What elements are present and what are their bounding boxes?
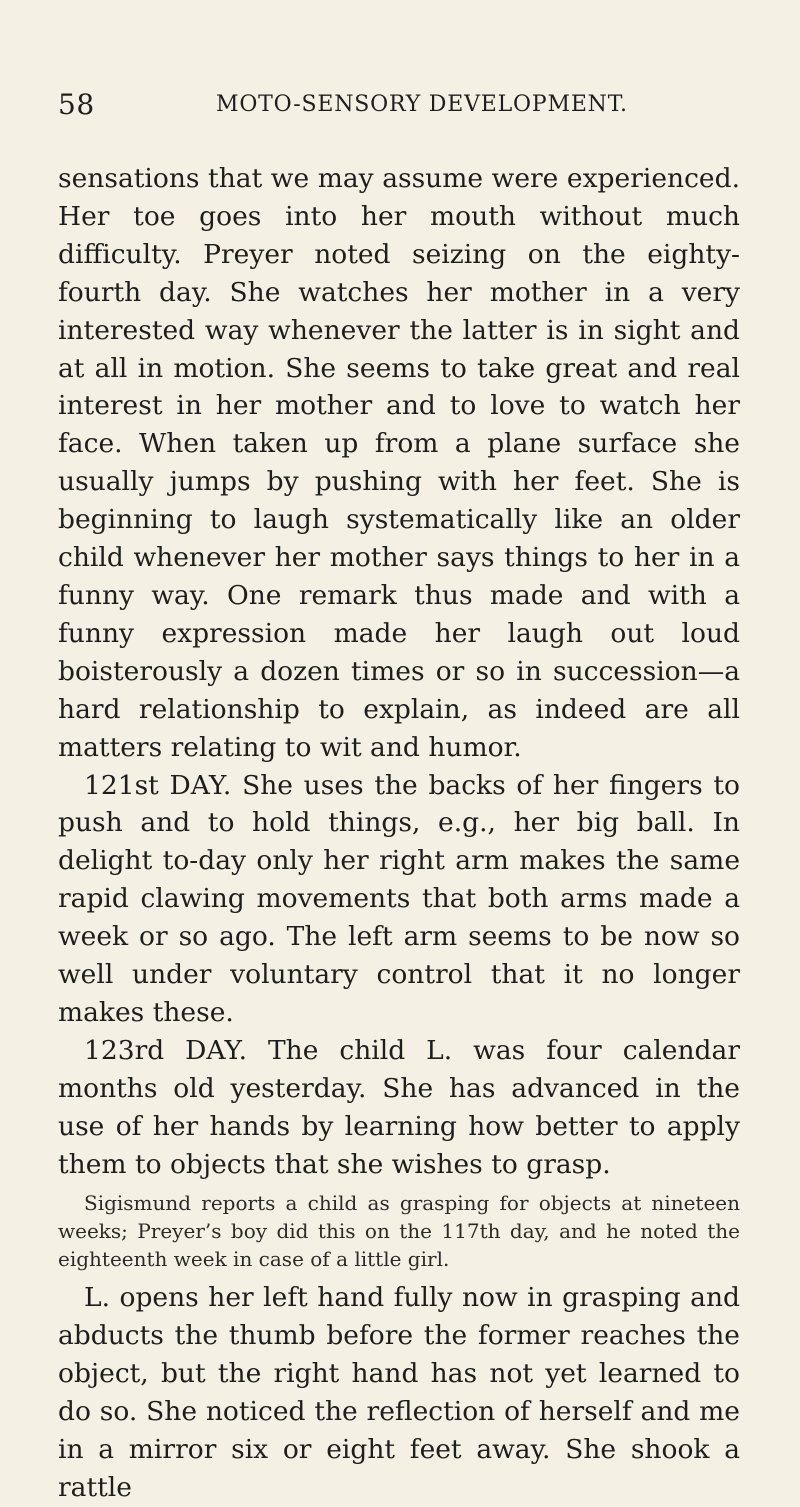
note-sigismund: Sigismund reports a child as grasping for objects at nineteen weeks; Preyer’s boy did this on the 117th day, and he noted the eighteenth week in case of a little girl. xyxy=(58,1191,740,1272)
paragraph-left-hand: L. opens her left hand fully now in grasping and abducts the thumb before the former reaches the object, but the right hand has not yet learned to do so. She noticed the reflection of herself and me in a mirror six or eight feet away. She shook a rattle xyxy=(58,1282,740,1503)
body-text xyxy=(58,160,740,1507)
page-number: 58 xyxy=(58,88,95,121)
book-page xyxy=(58,88,740,1507)
running-title: MOTO-SENSORY DEVELOPMENT. xyxy=(216,92,628,117)
running-head xyxy=(58,88,740,128)
paragraph-continuation: sensations that we may assume were experienced. Her toe goes into her mouth without much difficulty. Preyer noted seizing on the eighty-fourth day. She watches her mother in a very interested way whenever the latter is in sight and at all in motion. She seems to take great and real interest in her mother and to love to watch her face. When taken up from a plane surface she usually jumps by pushing with her feet. She is beginning to laugh systematically like an older child whenever her mother says things to her in a funny way. One remark thus made and with a funny expression made her laugh out loud boisterously a dozen times or so in succession—a hard relationship to explain, as indeed are all matters relating to wit and humor. xyxy=(58,163,740,763)
paragraph-day-121: 121st DAY. She uses the backs of her fingers to push and to hold things, e.g., her big ball. In delight to-day only her right arm makes the same rapid clawing movements that both arms made a week or so ago. The left arm seems to be now so well under voluntary control that it no longer makes these. xyxy=(58,769,740,1028)
paragraph-day-123: 123rd DAY. The child L. was four calendar months old yesterday. She has advanced in the use of her hands by learning how better to apply them to objects that she wishes to grasp. xyxy=(58,1034,740,1180)
